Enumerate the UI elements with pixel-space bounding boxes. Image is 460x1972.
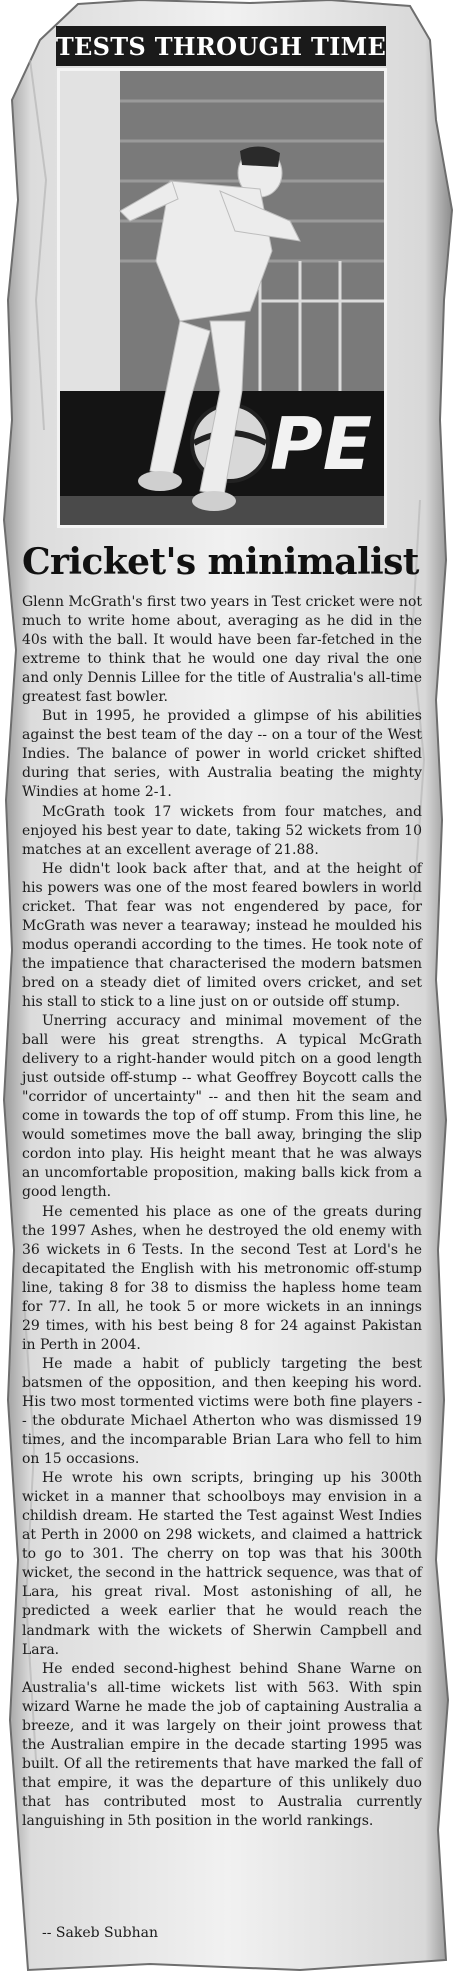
photo-advert-text: PE xyxy=(270,402,372,486)
paragraph: McGrath took 17 wickets from four matches, and enjoyed his best year to date, taking 52 wickets from 10 matches at an excellent average of 21.88. xyxy=(22,803,422,858)
article-body xyxy=(22,593,422,1831)
article-headline: Cricket's minimalist xyxy=(22,541,419,583)
paragraph: He didn't look back after that, and at the height of his powers was one of the most feared bowlers in world cricket. That fear was not engendered by pace, for McGrath was never a tearaway; instead he moulded his modus operandi according to the times. He took note of the impatience that characterised the modern batsmen bred on a steady diet of limited overs cricket, and set his stall to stick to a line just on or outside off stump. xyxy=(22,860,422,1010)
paragraph: He ended second-highest behind Shane Warne on Australia's all-time wickets list with 563. With spin wizard Warne he made the job of captaining Australia a breeze, and it was largely on their joint prowess that the Australian empire in the decade starting 1995 was built. Of all the retirements that have marked the fall of that empire, it was the departure of this unlikely duo that has contributed most to Australia currently languishing in 5th position in the world rankings. xyxy=(22,1660,422,1829)
paragraph: But in 1995, he provided a glimpse of his abilities against the best team of the day -- on a tour of the West Indies. The balance of power in world cricket shifted during that series, with Australia beating the mighty Windies at home 2-1. xyxy=(22,708,422,801)
paragraph: Unerring accuracy and minimal movement of the ball were his great strengths. A typical McGrath delivery to a right-hander would pitch on a good length just outside off-stump -- what Geoffrey Boycott calls the "corridor of uncertainty" -- and then hit the seam and come in towards the top of off stump. From this line, he would sometimes move the ball away, bringing the slip cordon into play. His height meant that he was always an uncomfortable proposition, making balls kick from a good length. xyxy=(22,1013,422,1201)
paragraph: Glenn McGrath's first two years in Test cricket were not much to write home about, averaging as he did in the 40s with the ball. It would have been far-fetched in the extreme to think that he would one day rival the one and only Dennis Lillee for the title of Australia's all-time greatest fast bowler. xyxy=(22,594,422,706)
banner-title: TESTS THROUGH TIME xyxy=(55,31,387,61)
paragraph: He made a habit of publicly targeting the best batsmen of the opposition, and then keeping his word. His two most tormented victims were both fine players -- the obdurate Michael Atherton who was dismissed 19 times, and the incomparable Brian Lara who fell to him on 15 occasions. xyxy=(22,1355,422,1468)
section-banner xyxy=(56,26,386,66)
bowler-photo xyxy=(57,68,387,528)
author-byline: -- Sakeb Subhan xyxy=(42,1925,158,1941)
paragraph: He wrote his own scripts, bringing up his 300th wicket in a manner that schoolboys may envision in a childish dream. He started the Test against West Indies at Perth in 2000 on 298 wickets, and claimed a hattrick to go to 301. The cherry on top was that his 300th wicket, the second in the hattrick sequence, was that of Lara, his great rival. Most astonishing of all, he predicted a week earlier that he would reach the landmark with the wickets of Sherwin Campbell and Lara. xyxy=(22,1470,422,1658)
paragraph: He cemented his place as one of the greats during the 1997 Ashes, when he destroyed the old enemy with 36 wickets in 6 Tests. In the second Test at Lord's he decapitated the English with his metronomic off-stump line, taking 8 for 38 to dismiss the hapless home team for 77. In all, he took 5 or more wickets in an innings 29 times, with his best being 8 for 24 against Pakistan in Perth in 2004. xyxy=(22,1203,422,1353)
